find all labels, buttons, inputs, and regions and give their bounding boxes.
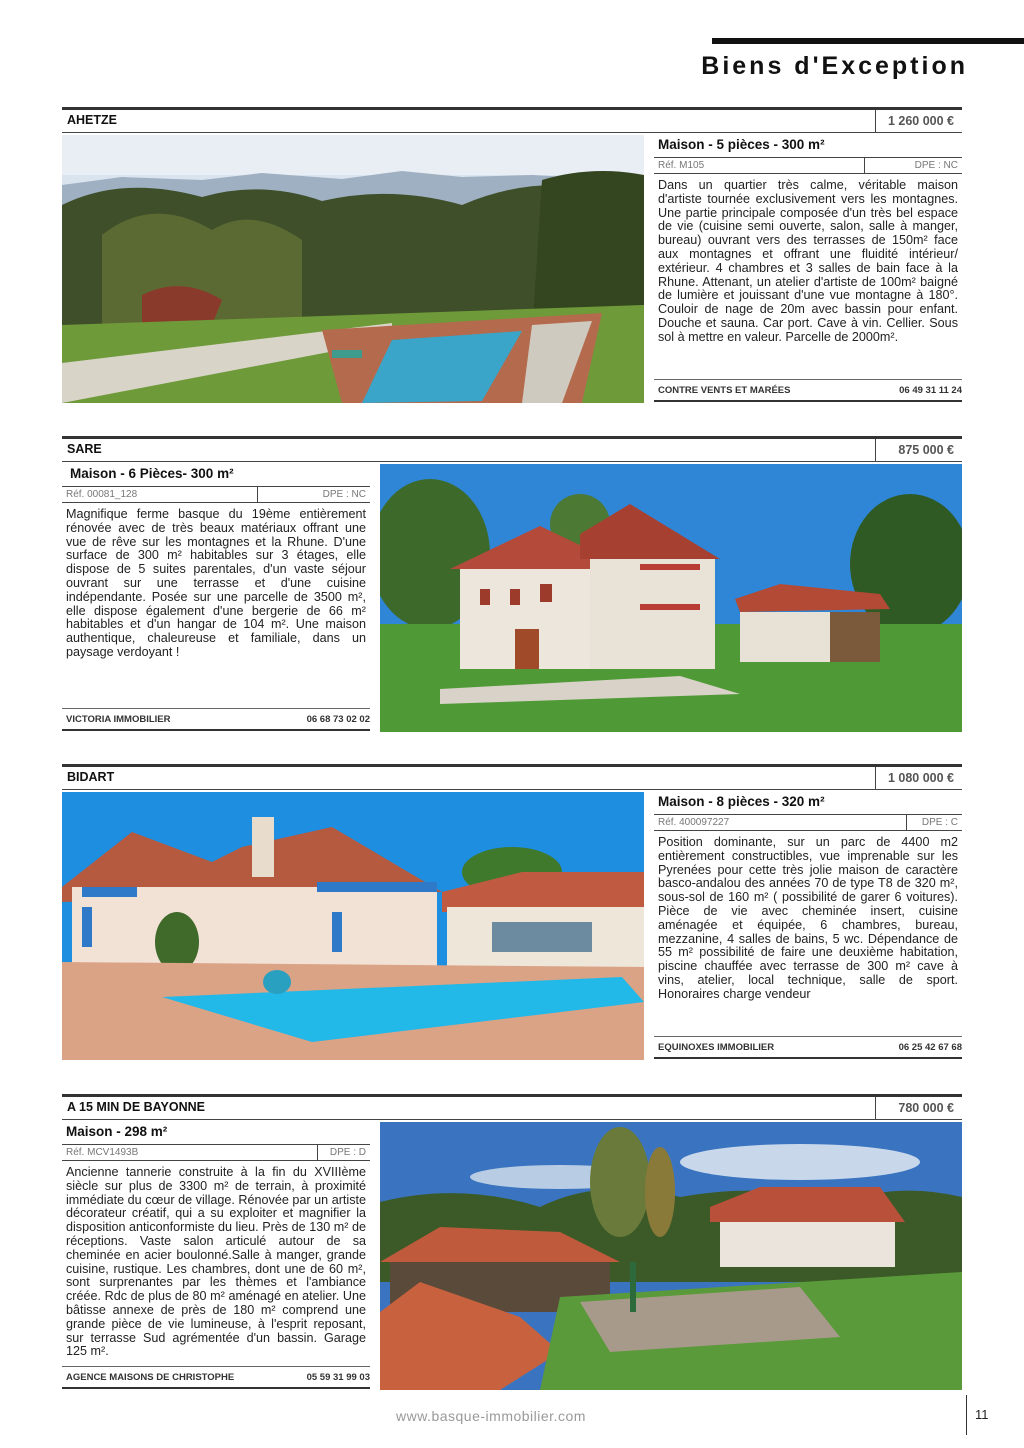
location-label: A 15 MIN DE BAYONNE bbox=[67, 1100, 205, 1114]
listing-ahetze bbox=[62, 107, 962, 403]
agency-phone: 05 59 31 99 03 bbox=[306, 1372, 370, 1383]
ref-label: Réf. M105 bbox=[658, 160, 705, 171]
price-label: 780 000 € bbox=[898, 1101, 954, 1115]
property-title: Maison - 6 Pièces- 300 m² bbox=[62, 464, 370, 487]
property-photo bbox=[62, 792, 644, 1060]
agency-phone: 06 25 42 67 68 bbox=[898, 1042, 962, 1053]
page-title: Biens d'Exception bbox=[701, 52, 968, 80]
agency-row bbox=[654, 379, 962, 402]
property-photo bbox=[380, 464, 962, 732]
agency-row bbox=[654, 1036, 962, 1059]
listing-bayonne bbox=[62, 1094, 962, 1390]
price-box bbox=[875, 767, 962, 789]
price-label: 1 080 000 € bbox=[887, 771, 954, 785]
property-title: Maison - 8 pièces - 320 m² bbox=[654, 792, 962, 815]
agency-row bbox=[62, 708, 370, 731]
listing-bidart bbox=[62, 764, 962, 1060]
property-description: Ancienne tannerie construite à la fin du XVIIIème siècle sur plus de 3300 m² de terrain, à proximité immédiate du cœur de village. Rénovée par un artiste décorateur créatif, qui a su exploiter et magnifier la disposition anticonformiste du lieu. Près de 130 m² de réceptions. Vaste salon articulé autour de sa cheminée en acier boulonné.Salle à manger, grande cuisine, rustique. Les chambres, dont une de 60 m², sont surprenantes par les thèmes et l'ambiance créée. Rdc de plus de 80 m² aménagé en atelier. Une bâtisse annexe de près de 180 m² comprend une grande pièce de vie lumineuse, à l'esprit reposant, sur terrasse Sud agrémentée d'un bassin. Garage 125 m². bbox=[66, 1165, 366, 1359]
price-label: 875 000 € bbox=[898, 443, 954, 457]
property-info bbox=[62, 464, 370, 732]
ref-row bbox=[654, 158, 962, 174]
ref-row bbox=[62, 1145, 370, 1161]
location-row bbox=[62, 1097, 962, 1120]
header-bar bbox=[712, 38, 1024, 44]
property-photo bbox=[62, 135, 644, 403]
dpe-label: DPE : C bbox=[921, 817, 958, 828]
ref-label: Réf. 00081_128 bbox=[66, 489, 138, 500]
agency-phone: 06 49 31 11 24 bbox=[899, 385, 962, 396]
property-description: Dans un quartier très calme, véritable maison d'artiste tournée exclusivement vers les montagnes. Une partie principale composée d'un très bel espace de vie (cuisine semi ouverte, salon, salle à manger, bureau) ouvrant vers des terrasses de 150m² face aux montagnes et offrant une fluidité intérieur/ extérieur. 4 chambres et 3 salles de bain face à la Rhune. Attenant, un atelier d'artiste de 100m² baigné de lumière et jouissant d'une vue montagne à 180°. Couloir de nage de 20m avec bassin pour enfant. Douche et sauna. Car port. Cave à vin. Cellier. Sous sol à mettre en valeur. Parcelle de 2000m². bbox=[658, 178, 958, 344]
agency-name: AGENCE MAISONS DE CHRISTOPHE bbox=[66, 1372, 235, 1383]
property-photo bbox=[380, 1122, 962, 1390]
ref-divider bbox=[257, 487, 258, 502]
page-number bbox=[966, 1395, 997, 1435]
location-row bbox=[62, 110, 962, 133]
location-row bbox=[62, 767, 962, 790]
property-info bbox=[654, 792, 962, 1060]
price-label: 1 260 000 € bbox=[887, 114, 954, 128]
footer-url: www.basque-immobilier.com bbox=[396, 1408, 586, 1424]
location-row bbox=[62, 439, 962, 462]
property-title: Maison - 5 pièces - 300 m² bbox=[654, 135, 962, 158]
property-info bbox=[654, 135, 962, 403]
location-label: BIDART bbox=[67, 770, 115, 784]
property-info bbox=[62, 1122, 370, 1390]
ref-row bbox=[654, 815, 962, 831]
dpe-label: DPE : NC bbox=[322, 489, 366, 500]
price-box bbox=[875, 110, 962, 132]
location-label: SARE bbox=[67, 442, 102, 456]
property-description: Magnifique ferme basque du 19ème entièrement rénovée avec de très beaux matériaux offrant une vue de rêve sur les montagnes et la Rhune. D'une surface de 300 m² habitables sur 3 étages, elle dispose de 5 suites parentales, d'un vaste séjour ouvrant sur une terrasse et d'une cuisine indépendante. Posée sur une parcelle de 3500 m², elle dispose également d'une bergerie de 66 m² habitables et d'un hangar de 104 m². Une maison authentique, chaleureuse et familiale, dans un paysage verdoyant ! bbox=[66, 507, 366, 659]
agency-name: EQUINOXES IMMOBILIER bbox=[658, 1042, 775, 1053]
price-box bbox=[875, 439, 962, 461]
ref-divider bbox=[906, 815, 907, 830]
ref-divider bbox=[864, 158, 865, 173]
location-label: AHETZE bbox=[67, 113, 117, 127]
property-description: Position dominante, sur un parc de 4400 m2 entièrement constructibles, vue imprenable sur les Pyrenées pour cette très jolie maison de caractère basco-andalou des années 70 de type T8 de 320 m², sous-sol de 160 m² ( possibilité de garer 6 voitures). Pièce de vie avec cheminée insert, cuisine aménagée et équipée, 6 chambres, bureau, mezzanine, 4 salles de bains, 5 wc. Dépendance de 55 m² possibilité de faire une deuxième habitation, piscine chauffée avec terrasse de 300 m² cave à vins, atelier, local technique, salle de sport. Honoraires charge vendeur bbox=[658, 835, 958, 1001]
listing-sare bbox=[62, 436, 962, 732]
agency-name: VICTORIA IMMOBILIER bbox=[66, 714, 171, 725]
ref-divider bbox=[317, 1145, 318, 1160]
agency-name: CONTRE VENTS ET MARÉES bbox=[658, 385, 791, 396]
property-title: Maison - 298 m² bbox=[62, 1122, 370, 1145]
ref-label: Réf. MCV1493B bbox=[66, 1147, 139, 1158]
ref-row bbox=[62, 487, 370, 503]
page-number-label: 11 bbox=[975, 1407, 989, 1422]
ref-label: Réf. 400097227 bbox=[658, 817, 730, 828]
dpe-label: DPE : D bbox=[329, 1147, 366, 1158]
agency-row bbox=[62, 1366, 370, 1389]
agency-phone: 06 68 73 02 02 bbox=[306, 714, 370, 725]
dpe-label: DPE : NC bbox=[914, 160, 958, 171]
price-box bbox=[875, 1097, 962, 1119]
